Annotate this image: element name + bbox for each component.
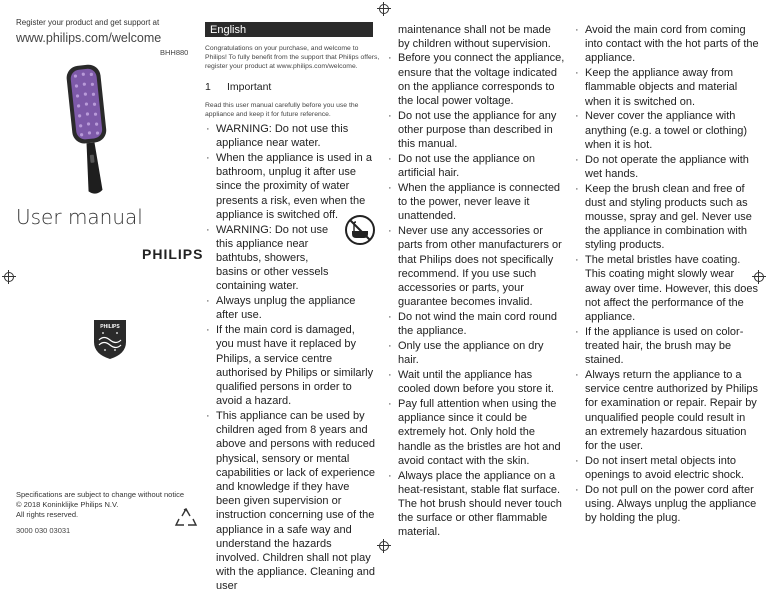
list-item: · When the appliance is connected to the power, never leave it unattended. xyxy=(387,181,565,224)
recycle-icon xyxy=(174,507,198,529)
manual-title: User manual xyxy=(16,205,143,229)
list-item: · Do not pull on the power cord after using. Always unplug the appliance by holding the plug. xyxy=(574,483,760,526)
list-item: · Before you connect the appliance, ensure that the voltage indicated on the appliance corresponds to the local power voltage. xyxy=(387,51,565,108)
list-item: · Never use any accessories or parts from other manufacturers or that Philips does not specifically recommend. If you use such accessories or parts, your guarantee becomes invalid. xyxy=(387,224,565,309)
list-item: · Keep the appliance away from flammable objects and material when it is switched on. xyxy=(574,66,760,109)
read-note: Read this user manual carefully before you use the appliance and keep it for future reference. xyxy=(205,102,359,118)
list-item: · When the appliance is used in a bathroom, unplug it after use since the proximity of water presents a risk, even when the appliance is switched off. xyxy=(205,151,375,222)
no-bathtub-icon xyxy=(344,214,376,246)
rights-line: All rights reserved. xyxy=(16,510,79,519)
copyright-line: © 2018 Koninklijke Philips N.V. xyxy=(16,500,119,509)
list-item: · WARNING: Do not use this appliance near bathtubs, showers, basins or other vessels containing water. xyxy=(205,223,375,294)
shield-brand-text: PHILIPS xyxy=(100,324,120,330)
section-title: Important xyxy=(227,81,272,93)
list-item: · Avoid the main cord from coming into contact with the hot parts of the appliance. xyxy=(574,23,760,66)
philips-shield-logo xyxy=(92,318,128,360)
specs-line: Specifications are subject to change without notice xyxy=(16,490,185,499)
model-number: BHH880 xyxy=(160,48,189,57)
safety-list-2 xyxy=(387,51,565,539)
list-item: · Always return the appliance to a service centre authorized by Philips for examination or repair. Repair by unqualified people could result in an extremely hazardous situation for the user. xyxy=(574,368,760,453)
list-item: · Pay full attention when using the appliance since it could be extremely hot. Only hold the handle as the bristles are hot and avoid contact with the skin. xyxy=(387,397,565,468)
section-heading xyxy=(205,81,380,93)
list-item: · If the appliance is used on color-treated hair, the brush may be stained. xyxy=(574,325,760,368)
congratulations-text: Congratulations on your purchase, and welcome to Philips! To fully benefit from the support that Philips offers, register your product at www.philips.com/welcome. xyxy=(205,45,380,70)
registration-mark-left xyxy=(2,270,16,284)
list-item: · Keep the brush clean and free of dust and styling products such as mousse, spray and gel. Never use the appliance in combination with styling products. xyxy=(574,182,760,253)
philips-wordmark: PHILIPS xyxy=(142,246,204,262)
safety-list-1 xyxy=(205,122,375,594)
manual-column-1 xyxy=(205,22,380,594)
manual-column-3 xyxy=(574,23,760,526)
register-text: Register your product and get support at xyxy=(16,18,160,27)
manual-column-2 xyxy=(387,23,565,540)
list-item: · Never cover the appliance with anything (e.g. a towel or clothing) when it is hot. xyxy=(574,109,760,152)
hair-brush-image xyxy=(58,58,138,198)
list-item: · WARNING: Do not use this appliance near water. xyxy=(205,122,375,150)
list-item: · Do not operate the appliance with wet hands. xyxy=(574,153,760,181)
list-item: · Do not insert metal objects into openings to avoid electric shock. xyxy=(574,454,760,482)
list-item: · Do not use the appliance on artificial hair. xyxy=(387,152,565,180)
list-item: · Do not wind the main cord round the appliance. xyxy=(387,310,565,338)
registration-mark-top xyxy=(377,2,391,16)
list-item: · If the main cord is damaged, you must have it replaced by Philips, a service centre authorised by Philips or similarly qualified persons in order to avoid a hazard. xyxy=(205,323,375,408)
continued-text: maintenance shall not be made by children without supervision. xyxy=(398,24,551,51)
list-item: · Wait until the appliance has cooled down before you store it. xyxy=(387,368,565,396)
language-header: English xyxy=(205,22,373,37)
specs-notice xyxy=(16,490,184,520)
list-item: · This appliance can be used by children aged from 8 years and above and persons with reduced physical, sensory or mental capabilities or lack of experience and knowledge if they have been given supervision or instruction concerning use of the appliance in a safe way and understand the hazards involved. Children shall not play with the appliance. Cleaning and user xyxy=(205,409,375,594)
document-number: 3000 030 03031 xyxy=(16,526,71,535)
list-item: · Always place the appliance on a heat-resistant, stable flat surface. The hot brush should never touch the surface or other flammable material. xyxy=(387,469,565,540)
section-number: 1 xyxy=(205,81,211,93)
list-item: · Always unplug the appliance after use. xyxy=(205,294,375,322)
list-item: · The metal bristles have coating. This coating might slowly wear away over time. However, this does not affect the performance of the appliance. xyxy=(574,253,760,324)
list-item: · Only use the appliance on dry hair. xyxy=(387,339,565,367)
support-url: www.philips.com/welcome xyxy=(16,31,162,45)
safety-list-3 xyxy=(574,23,760,525)
list-item: · Do not use the appliance for any other purpose than described in this manual. xyxy=(387,109,565,152)
